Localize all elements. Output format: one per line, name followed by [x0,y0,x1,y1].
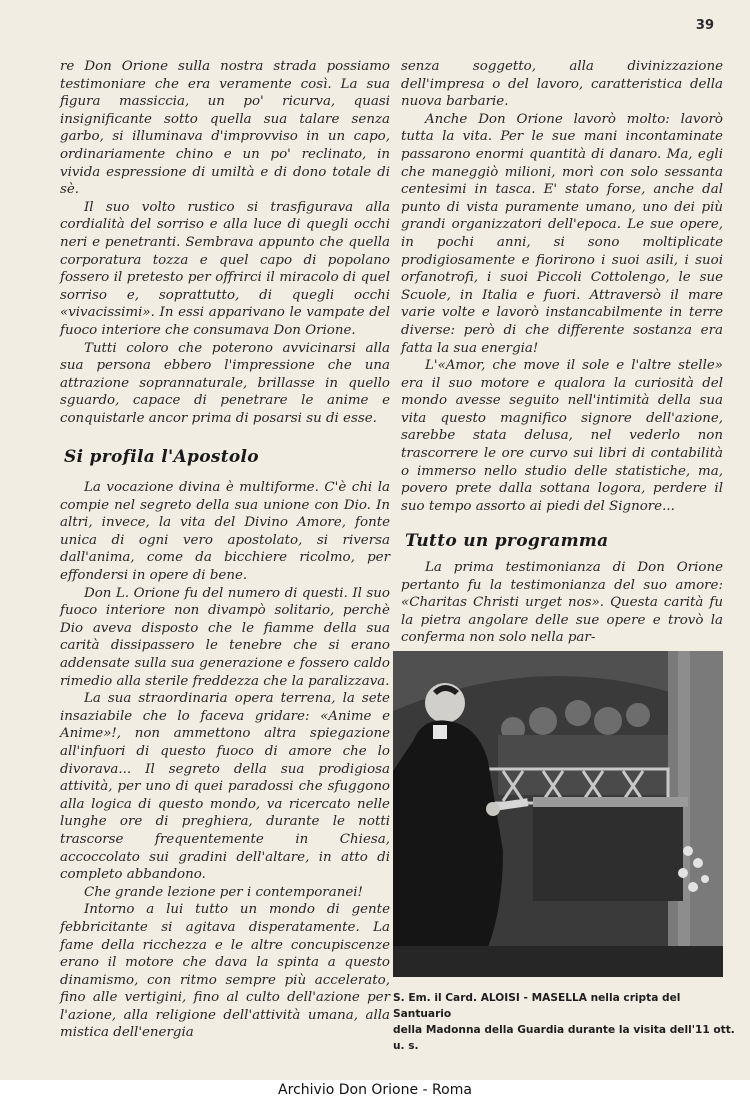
section-heading-apostolo: Si profila l'Apostolo [64,447,259,468]
section-heading-programma: Tutto un programma [405,531,609,552]
photo-caption [393,990,738,1054]
left-paragraph-4: La vocazione divina è multiforme. C'è chi la compie nel segreto della sua unione con Dio. In altri, invece, la vita del Divino Amore, fonte unica di ogni vero apostolato, si riversa dall'anima, come da bicchiere ricolmo, per effondersi in opere di bene. [60,480,390,584]
left-paragraph-6: La sua straordinaria opera terrena, la sete insaziabile che lo faceva gridare: «Anime e Anime»!, non ammettono altra spiegazione all'infuori di questo fuoco di amore che lo divorava... Il segreto della sua prodigiosa attività, per uno di quei paradossi che sfuggono alla logica di questo mondo, va ricercato nelle lunghe ore di preghiera, durante le notti trascorse frequentemente in Chiesa, accoccolato sui gradini dell'altare, in atto di completo abbandono. [60,691,390,883]
right-paragraph-1: senza soggetto, alla divinizzazione dell'impresa o del lavoro, caratteristica della nuova barbarie. [401,59,723,110]
caption-line-2: della Madonna della Guardia durante la visita dell'11 ott. u. s. [393,1024,735,1052]
left-paragraph-3: Tutti coloro che poterono avvicinarsi alla sua persona ebbero l'impressione che una attrazione soprannaturale, brillasse in quello sguardo, capace di penetrare le anime e conquistarle ancor prima di posarsi su di esse. [60,340,390,426]
left-paragraph-1: re Don Orione sulla nostra strada possiamo testimoniare che era veramente così. La sua figura massiccia, un po' ricurva, quasi insignificante sotto quella sua talare senza garbo, si illuminava d'improvviso in un capo, ordinariamente chino e un po' reclinato, in vivida espressione di umiltà e di dono totale di sè. [60,59,390,198]
photo-illustration [393,651,723,977]
caption-line-1: S. Em. il Card. ALOISI - MASELLA nella cripta del Santuario [393,992,681,1020]
left-paragraph-8: Intorno a lui tutto un mondo di gente febbricitante si agitava disperatamente. La fame della ricchezza e le altre concupiscenze erano il motore che dava la spinta a questo dinamismo, con ritmo sempre più accelerato, fino alle vertigini, fino al culto dell'azione per l'azione, alla religione dell'attività umana, alla mistica dell'energia [60,902,390,1041]
left-paragraph-7: Che grande lezione per i contemporanei! [84,884,363,900]
page-number: 39 [695,18,714,33]
left-paragraph-2: Il suo volto rustico si trasfigurava alla cordialità del sorriso e alla luce di quegli occhi neri e penetranti. Sembrava appunto che quella corporatura tozza e quel capo di popolano fossero il pretesto per offrirci il miracolo di quel sorriso e, soprattutto, di quegli occhi «vivacissimi». In essi apparivano le vampate del fuoco interiore che consumava Don Orione. [60,199,390,338]
left-column [60,58,390,1042]
right-paragraph-3: L'«Amor, che move il sole e l'altre stelle» era il suo motore e qualora la curiosità del mondo avesse seguito nell'intimità della sua vita questo magnifico signore dell'azione, sarebbe stata delusa, nel vederlo non trascorrere le ore curvo sui libri di contabilità o immerso nello studio delle statistiche, ma, povero prete dalla sottana logora, perdere il suo tempo assorto ai piedi del Signore... [401,358,723,514]
left-paragraph-5: Don L. Orione fu del numero di questi. Il suo fuoco interiore non divampò solitario, perchè Dio aveva disposto che le fiamme della sua carità dissipassero le tenebre che si erano addensate sulla sua generazione e fossero caldo rimedio alla sterile freddezza che la paralizzava. [60,585,390,689]
right-column [401,58,723,647]
right-paragraph-2: Anche Don Orione lavorò molto: lavorò tutta la vita. Per le sue mani incontaminate passarono enormi quantità di danaro. Ma, egli che maneggiò milioni, morì con solo sessanta centesimi in tasca. E' stato forse, anche dal punto di vista puramente umano, uno dei più grandi organizzatori dell'epoca. Le sue opere, in pochi anni, si sono moltiplicate prodigiosamente e fiorirono i suoi asili, i suoi orfanotrofi, i suoi Piccoli Cottolengo, le sue Scuole, in Italia e fuori. Attraversò il mare varie volte e lavorò instancabilmente in terre diverse: però di che differente sostanza era fatta la sua energia! [401,111,723,356]
cardinal-at-altar-photo [393,651,723,977]
archive-footer: Archivio Don Orione - Roma [0,1080,750,1101]
right-paragraph-4: La prima testimonianza di Don Orione pertanto fu la testimonianza del suo amore: «Charitas Christi urget nos». Questa carità fu la pietra angolare delle sue opere e trovò la conferma non solo nella par- [401,560,723,646]
